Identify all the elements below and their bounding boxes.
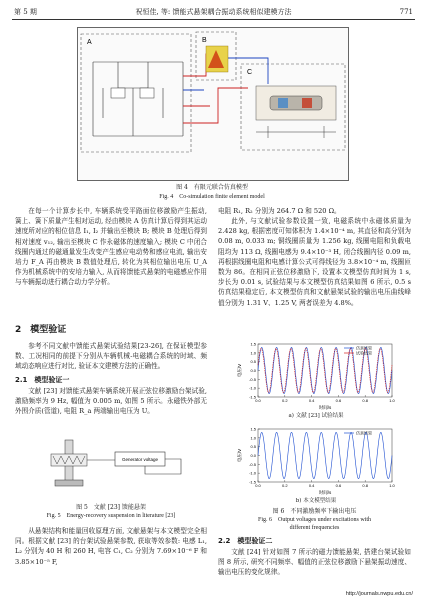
fig6-caption-en-2: different frequencies — [289, 525, 340, 531]
y-tick-label: 0.5 — [250, 359, 256, 365]
subsection-2-1-title: 2.1 模型验证一 — [15, 376, 70, 384]
x-tick-label: 0.8 — [362, 398, 368, 403]
fig6b-chart — [236, 424, 396, 496]
right-col-para3: 文献 [24] 针对如图 7 所示的磁力馈能悬架, 搭建台架试验如图 8 所示, 研究不同频率、幅值的正弦位移激励下悬架振动速度、输出电压的变化规律。 — [218, 548, 411, 577]
left-col-para4: 从悬架结构和能量回收原理方面, 文献悬架与本文模型完全相同。根据文献 [23] 的台架试验悬架参数, 获取等效参数: 电感 L₁, L₂ 分别为 40 H 和 260 H, 电容 C₁, C₂ 分别为 7.69×10⁻⁶ F 和 3.85×10⁻⁵ F, — [15, 527, 207, 566]
legend-label: 仿真结果 — [356, 345, 372, 351]
subsection-2-2-title: 2.2 模型验证二 — [218, 537, 273, 545]
fig6b-subcaption: b) 本文模型结果 — [295, 498, 337, 504]
y-tick-label: 0.5 — [250, 444, 256, 450]
y-axis-label: 电压/V — [237, 363, 242, 378]
left-col-para1: 在每一个计算步长中, 车辆系统受平路面位移激励产生振动, 簧上、簧下质量产生相对运动, 经由模块 A 仿真计算后得到其运动速度所对应的相位信息 I₁, I₂ 并输出至模块 B; 模块 B 处理后得到相对速度 v₁₂, 输出至模块 C 作永磁体的速度输入; 模块 C 中闭合线圈内通过的磁通量发生改变产生感应电动势和感应电流, 输出安培力 F_A 再由模块 B 数值处理后, 转化为其相位输出电压 U_A 作为机械系统中的安培力输入, 从而将馈能式悬架的电磁感应作用与车辆振动进行耦合动力学分析。 — [15, 207, 207, 287]
module-b-label: B — [202, 37, 207, 44]
journal-url: http://journals.nwpu.edu.cn/ — [345, 591, 413, 597]
circuit-lines — [93, 62, 183, 136]
y-tick-label: 0.0 — [250, 453, 256, 458]
y-tick-label: 1.5 — [250, 426, 256, 432]
x-tick-label: 0.2 — [282, 398, 288, 403]
y-tick-label: 0.0 — [250, 368, 256, 373]
fig6a-plot — [236, 339, 396, 415]
running-title: 祝恒佳, 等: 馈能式悬架耦合振动系统相似建模方法 — [135, 8, 292, 16]
x-tick-label: 0.4 — [308, 398, 315, 403]
x-tick-label: 0.8 — [362, 483, 368, 488]
section-2-title: 2 模型验证 — [15, 325, 67, 335]
fig4-caption-cn: 图 4 有限元联合仿真模型 — [176, 184, 248, 191]
fig5-caption-en: Fig. 5 Energy-recovery suspension in literature [23] — [46, 513, 176, 519]
y-tick-label: 1.5 — [250, 341, 256, 347]
y-axis-label: 电压/V — [237, 448, 242, 463]
y-tick-label: -1.5 — [249, 394, 256, 400]
figure-4 — [77, 27, 349, 181]
capacitor-block — [140, 88, 154, 98]
x-tick-label: 0.6 — [335, 483, 342, 488]
coil-b — [302, 98, 312, 108]
x-axis-label: 时间/s — [318, 405, 332, 410]
legend-label: 试验结果 — [356, 350, 372, 356]
left-col-para2: 参考不同文献中馈能式悬架试验结果[23-26], 在保证模型参数、工况相同的前提下分别从车辆机械-电磁耦合系统的时域、频域动态响应进行对比, 验证本文建模方法的正确性。 — [15, 342, 207, 371]
x-tick-label: 1.0 — [389, 483, 395, 488]
x-tick-label: 0.4 — [308, 483, 315, 488]
fig6-caption-en-1: Fig. 6 Output voltages under excitations with — [258, 517, 371, 523]
y-tick-label: 1.0 — [250, 350, 256, 356]
figure-5 — [25, 438, 203, 490]
y-tick-label: -0.5 — [249, 461, 256, 467]
issue-number: 第 5 期 — [14, 8, 37, 16]
left-col-para3: 文献 [23] 对馈能式悬架车辆系统开展正弦位移激励台架试验, 激励频率为 9 Hz, 幅值为 0.005 m, 如图 5 所示。永磁铁外部无外围介质(管道), 电阻 R_a 两端输出电压为 U。 — [15, 387, 207, 416]
generator-label: Generator voltage — [121, 457, 159, 462]
y-tick-label: 1.0 — [250, 435, 256, 441]
x-tick-label: 1.0 — [389, 398, 395, 403]
rig-base — [55, 480, 83, 486]
fig6a-subcaption: a) 文献 [23] 试验结果 — [288, 413, 344, 419]
fig4-caption-en: Fig. 4 Co-simulation finite element model — [159, 194, 265, 200]
fig6-caption-cn: 图 6 不同激励频率下输出电压 — [272, 508, 357, 515]
module-a-box — [81, 34, 191, 152]
right-col-para1: 电阻 R₁, R₂ 分别为 264.7 Ω 和 520 Ω。 — [218, 207, 341, 215]
x-tick-label: 0.0 — [255, 398, 261, 403]
module-a-label: A — [87, 39, 92, 46]
y-tick-label: -1.5 — [249, 479, 256, 485]
module-c-label: C — [247, 69, 253, 76]
header-rule — [12, 19, 415, 20]
co-simulation-diagram — [78, 28, 348, 180]
y-tick-label: -1.0 — [249, 470, 256, 476]
y-tick-label: -1.0 — [249, 385, 256, 391]
fig6a-chart — [236, 339, 396, 411]
right-col-para2: 此外, 与文献试验参数设置一致, 电磁系统中永磁体质量为 2.428 kg, 根据密度可知体积为 1.4×10⁻⁴ m, 其直径和高分别为 0.08 m, 0.033 m; 铜线圈质量为 1.256 kg, 线圈电阻和负载电阻均为 113 Ω, 线圈电感为 9.4×10⁻³ H, 闭合线圈内径 0.09 m, 再根据线圈电阻和电感计算公式可得线径为 3.8×10⁻⁴ m, 线圈匝数为 86。在相同正弦位移激励下, 设置本文模型仿真时间为 1 s, 步长为 0.01 s, 试验结果与本文模型仿真结果如图 6 所示, 0.5 s 仿真结果稳定后, 本文模型仿真和文献悬架试验的输出电压曲线峰值分别为 1.31 V、1.25 V, 两者误差为 4.8%。 — [218, 217, 411, 307]
magnet-model — [270, 96, 322, 110]
coil-a — [278, 98, 288, 108]
y-tick-label: -0.5 — [249, 376, 256, 382]
output-circuit — [256, 126, 336, 138]
fig5-caption-cn: 图 5 文献 [23] 馈能悬架 — [76, 504, 146, 511]
x-axis-label: 时间/s — [318, 490, 332, 495]
legend-label: 仿真结果 — [356, 430, 372, 436]
fig5-test-rig — [25, 438, 203, 490]
inductor-block — [111, 88, 125, 98]
page-number: 771 — [399, 8, 413, 16]
x-tick-label: 0.6 — [335, 398, 342, 403]
x-tick-label: 0.0 — [255, 483, 261, 488]
fig6b-plot — [236, 424, 396, 500]
x-tick-label: 0.2 — [282, 483, 288, 488]
